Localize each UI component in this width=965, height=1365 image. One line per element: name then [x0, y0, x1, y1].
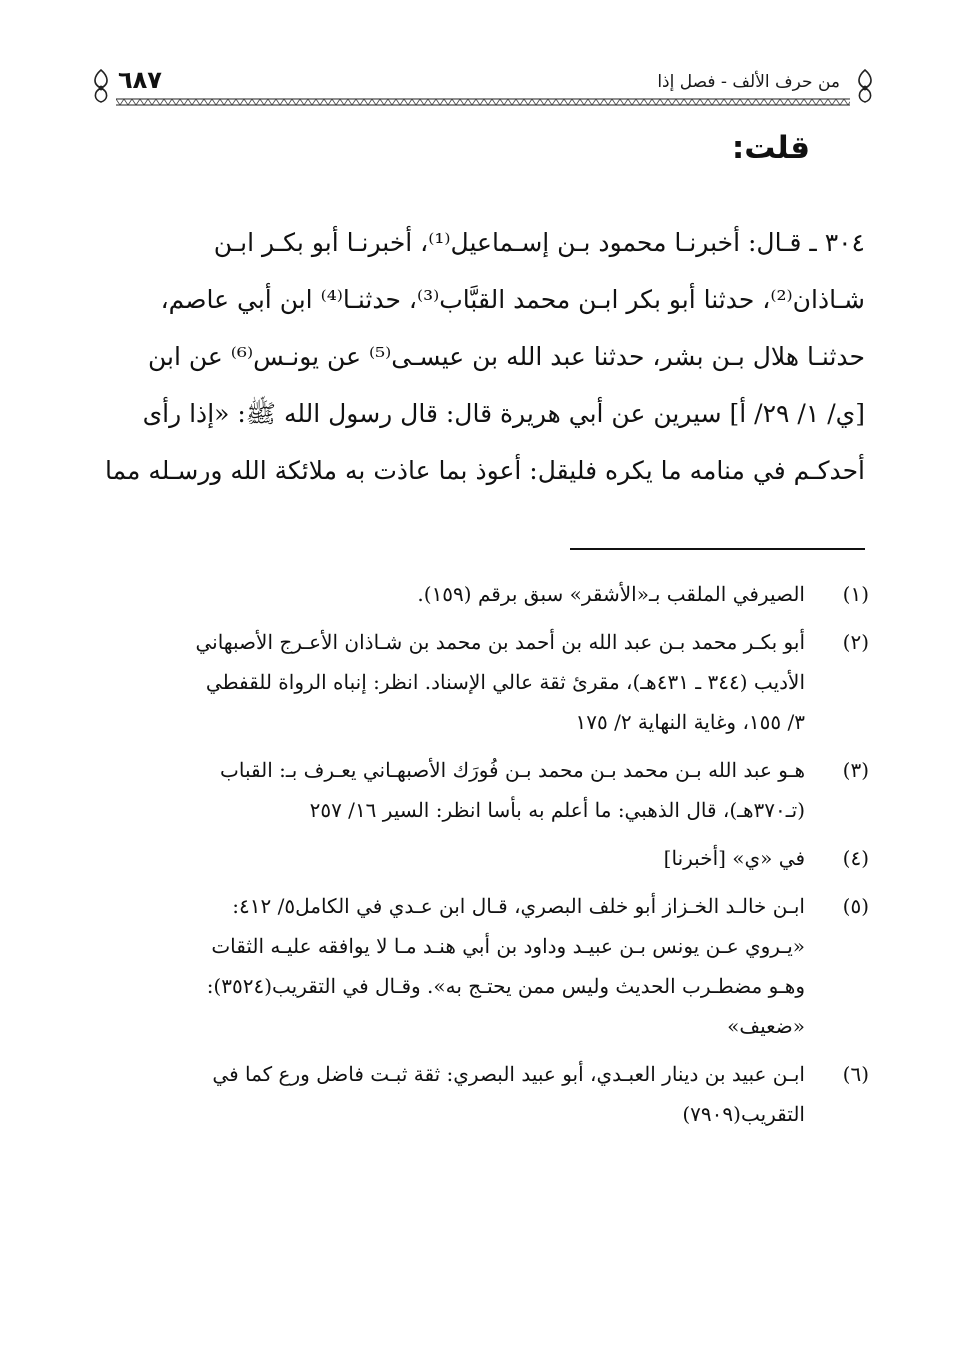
footnote-body [94, 574, 805, 614]
footnote-number: (٢) [842, 630, 869, 654]
hadith-line: حدثنـا هلال بـن بشر، حدثنا عبد الله بن عيسـى⁽⁵⁾ عن يونـس⁽⁶⁾ عن ابن [147, 342, 865, 371]
footnote-line: ٣/ ١٥٥، وغاية النهاية ٢/ ١٧٥ [575, 710, 805, 734]
footnote-item [94, 574, 869, 614]
page-number: ٦٨٧ [118, 66, 162, 94]
header-decorative-rule [116, 98, 850, 106]
hadith-line: ٣٠٤ ـ قـال: أخبرنـا محمود بـن إسـماعيل⁽¹⁾، أخبرنـا أبو بكـر ابـن [213, 228, 865, 257]
footnote-item [94, 886, 869, 1046]
running-title: من حرف الألف - فصل إذا [657, 72, 840, 92]
footnote-separator [570, 548, 865, 550]
footnote-line: وهـو مضطـرب الحديث وليس ممن يحتـج به». وقـال في التقريب(٣٥٢٤): [206, 974, 805, 998]
footnote-number: (٣) [842, 758, 869, 782]
footnote-line: هـو عبد الله بـن محمد بـن محمد بـن فُورَك الأصبهـاني يعـرف بـ: القباب [220, 758, 805, 782]
hadith-line: أحدكـم في منامه ما يكره فليقل: أعوذ بما عاذت به ملائكة الله ورسـله مما [104, 456, 865, 485]
footnote-line: ابـن خالـد الخـزاز أبو خلف البصري، قـال ابن عـدي في الكامل٥/ ٤١٢: [232, 894, 805, 918]
header-ornament-right-icon [852, 68, 878, 104]
footnote-number: (٦) [842, 1062, 869, 1086]
header-ornament-left-icon [88, 68, 114, 104]
footnote-line: الصيرفي الملقب بـ«الأشقر» سبق برقم (١٥٩). [417, 582, 805, 606]
footnotes-list [94, 574, 869, 1142]
footnote-line: (تـ٣٧٠هـ)، قال الذهبي: ما أعلم به بأسا انظر: السير ١٦/ ٢٥٧ [309, 798, 805, 822]
footnote-line: «ضعيف» [727, 1014, 805, 1038]
footnote-line: في «ي» [أخبرنا] [663, 846, 805, 870]
footnote-number: (٥) [842, 894, 869, 918]
hadith-text [97, 214, 865, 499]
hadith-line: شـاذان⁽²⁾، حدثنا أبو بكر ابـن محمد القبَّاب⁽³⁾، حدثنـا⁽⁴⁾ ابن أبي عاصم، [160, 285, 865, 314]
footnote-item [94, 622, 869, 742]
hadith-line: [ي/ ١/ ٢٩/ أ] سيرين عن أبي هريرة قال: قال رسول الله ﷺ: «إذا رأى [142, 399, 865, 428]
footnote-number: (٤) [842, 846, 869, 870]
footnote-body [94, 750, 805, 830]
footnote-line: ابـن عبيد بن دينار العبـدي، أبو عبيد البصري: ثقة ثبـت فاضل ورع كما في [212, 1062, 805, 1086]
footnote-body [94, 622, 805, 742]
footnote-line: الأديب (٣٤٤ ـ ٤٣١هـ)، مقرئ ثقة عالي الإسناد. انظر: إنباه الرواة للقفطي [205, 670, 805, 694]
footnote-number: (١) [842, 582, 869, 606]
footnote-item [94, 750, 869, 830]
footnote-item [94, 838, 869, 878]
footnote-line: أبو بكـر محمد بـن عبد الله بن أحمد بن محمد بن شـاذان الأعـرج الأصبهاني [195, 630, 805, 654]
footnote-item [94, 1054, 869, 1134]
footnote-line: التقريب(٧٩٠٩) [682, 1102, 805, 1126]
footnote-line: «يـروي عـن يونس بـن عبيـد وداود بن أبي هنـد مـا لا يوافقه عليـه الثقات [211, 934, 805, 958]
footnote-body [94, 886, 805, 1046]
section-heading: قلت: [731, 130, 810, 166]
footnote-body [94, 1054, 805, 1134]
page-header [88, 58, 878, 110]
footnote-body [94, 838, 805, 878]
